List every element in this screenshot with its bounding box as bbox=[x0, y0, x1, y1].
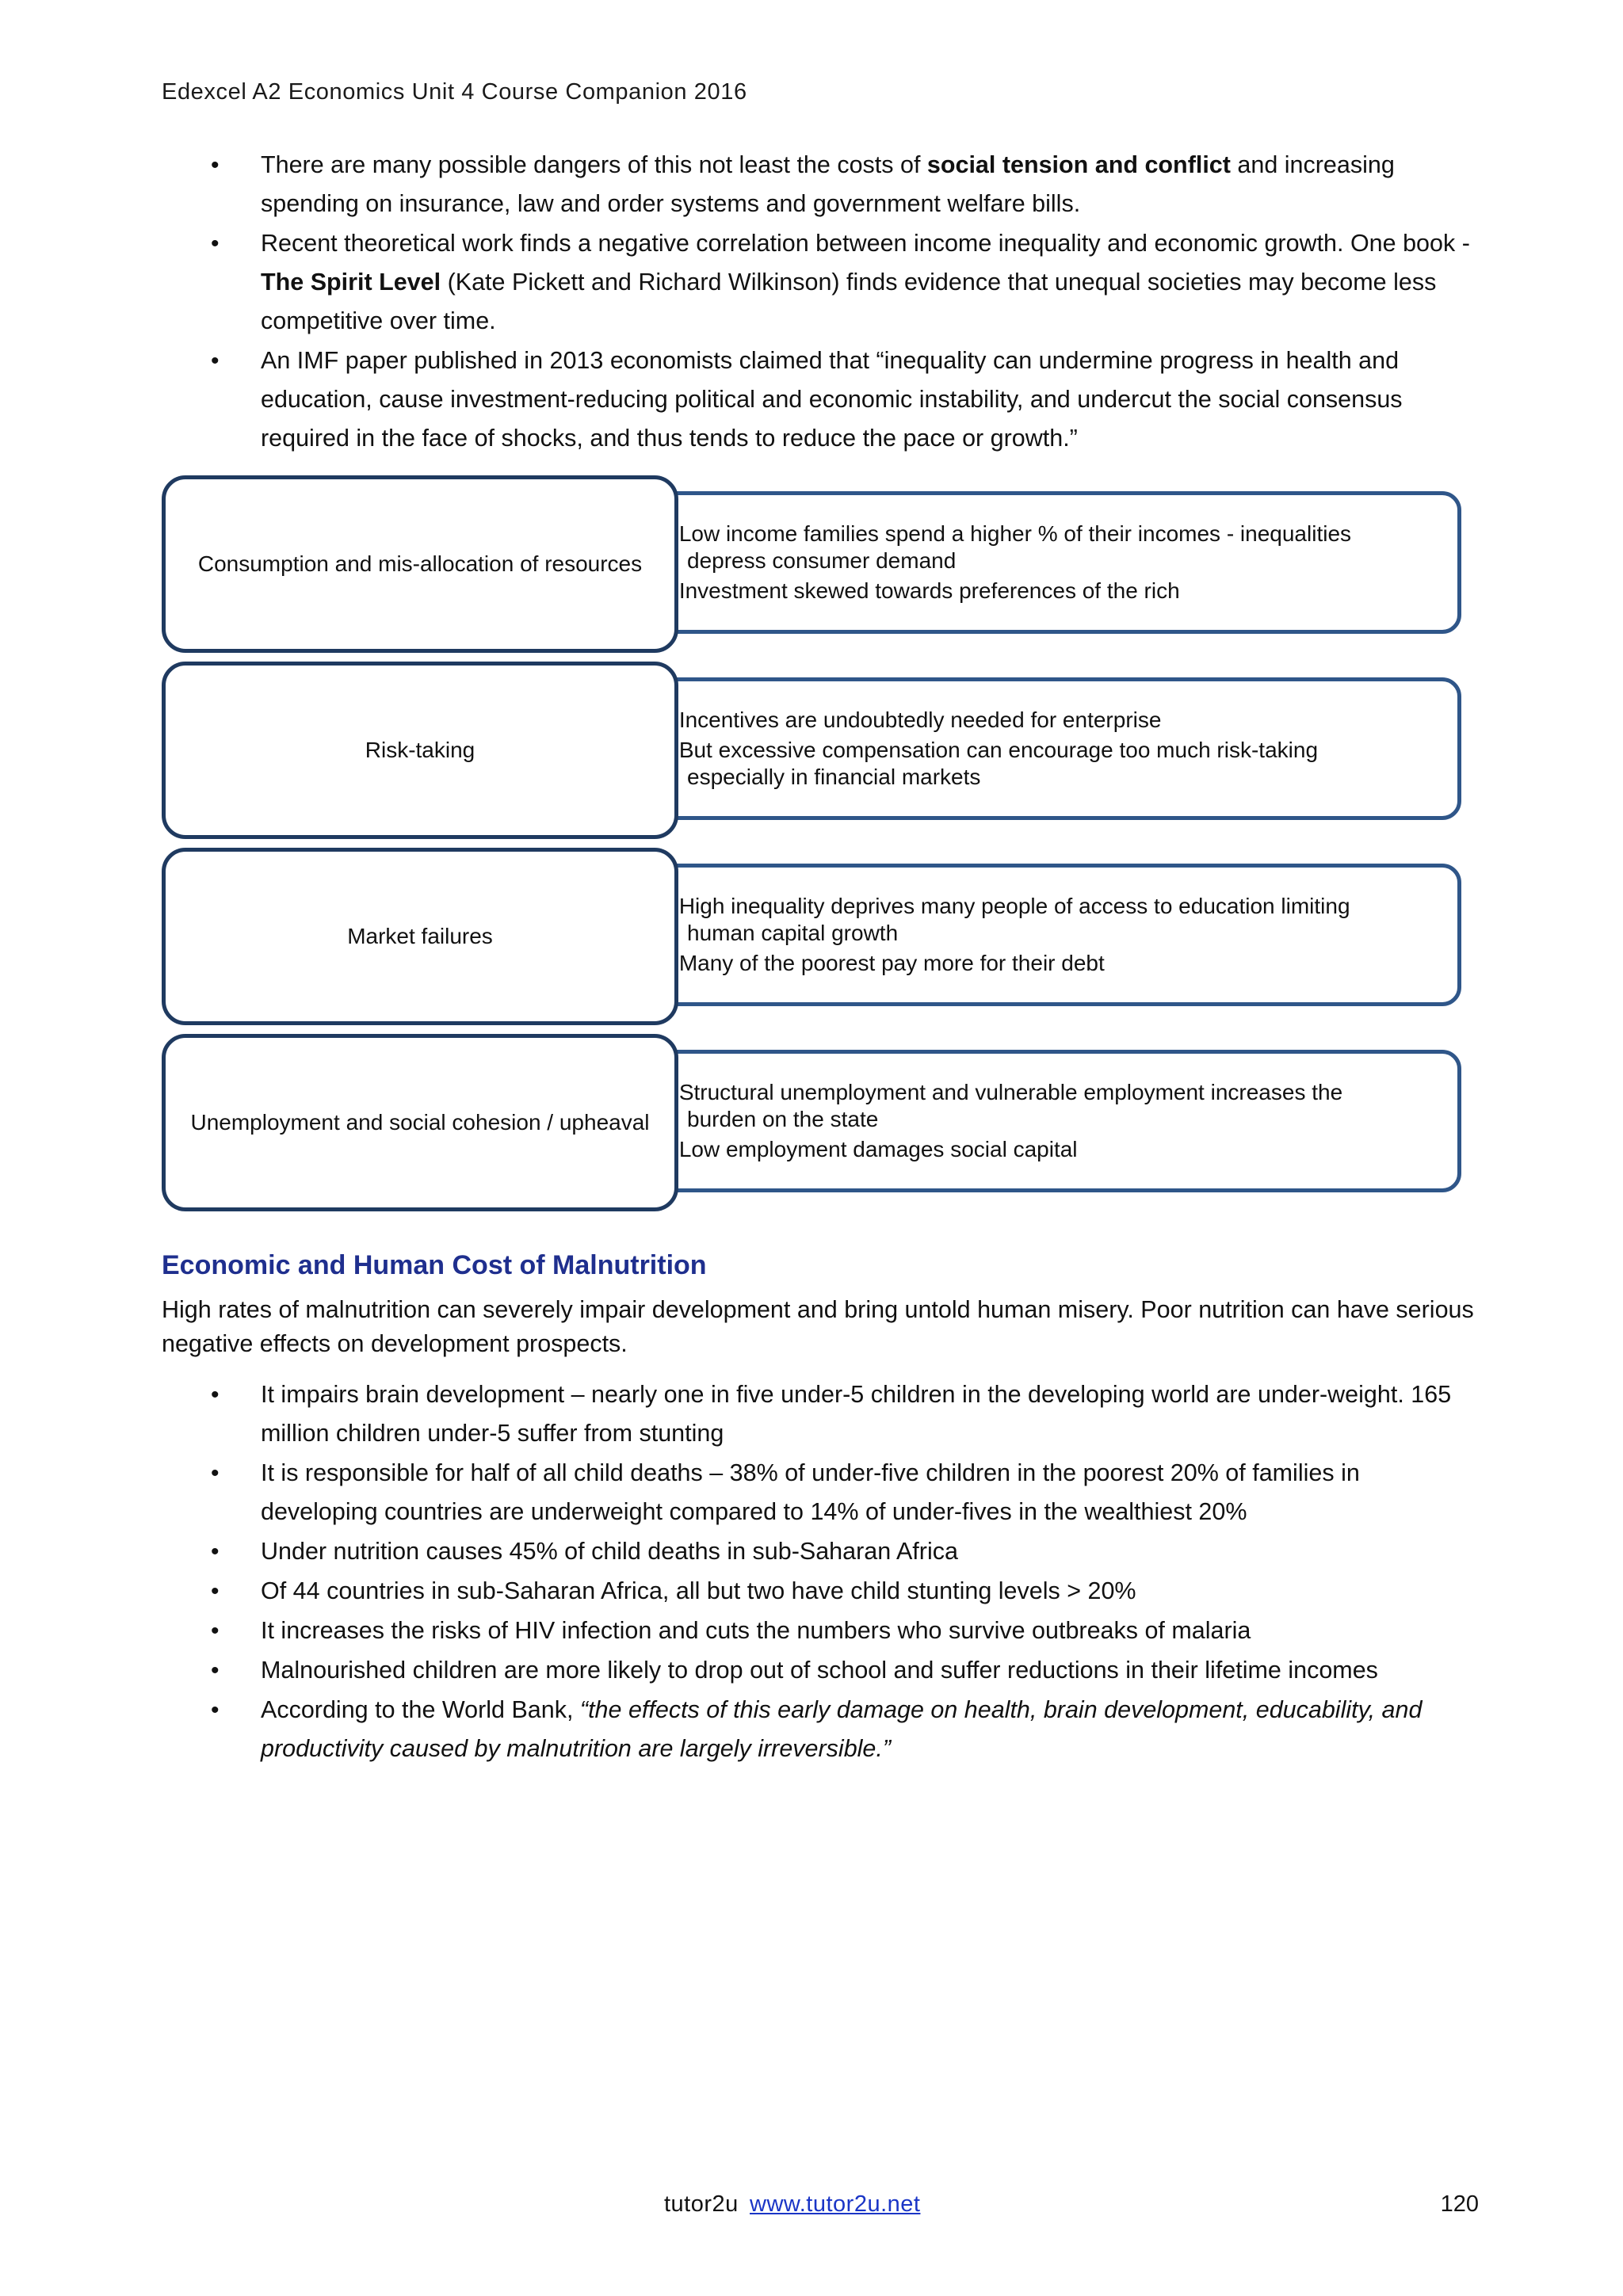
footer-link[interactable]: www.tutor2u.net bbox=[750, 2191, 921, 2217]
diagram-point: • Incentives are undoubtedly needed for enterprise bbox=[671, 707, 1410, 734]
footer-brand: tutor2u bbox=[664, 2191, 739, 2217]
diagram-row-unemployment bbox=[162, 1034, 1469, 1211]
section-heading: Economic and Human Cost of Malnutrition bbox=[162, 1250, 707, 1280]
diagram-label-box: Market failures bbox=[162, 848, 678, 1025]
diagram-point: • Investment skewed towards preferences of the rich bbox=[671, 578, 1410, 605]
diagram-point: • But excessive compensation can encourage too much risk-taking especially in financial markets bbox=[671, 737, 1410, 791]
diagram-label-box: Consumption and mis-allocation of resources bbox=[162, 475, 678, 653]
top-bullet-list bbox=[162, 146, 1477, 459]
list-item: • There are many possible dangers of this not least the costs of social tension and conflict and increasing spending on insurance, law and order systems and government welfare bills. bbox=[162, 146, 1477, 223]
diagram-row-market-failures bbox=[162, 848, 1469, 1025]
list-item: • Malnourished children are more likely to drop out of school and suffer reductions in their lifetime incomes bbox=[162, 1651, 1477, 1690]
list-item: • According to the World Bank, “the effects of this early damage on health, brain development, educability, and productivity caused by malnutrition are largely irreversible.” bbox=[162, 1691, 1477, 1768]
diagram-detail-box bbox=[620, 677, 1461, 820]
diagram-point: • Low income families spend a higher % of their incomes - inequalities depress consumer demand bbox=[671, 521, 1410, 574]
list-item: • Recent theoretical work finds a negative correlation between income inequality and economic growth. One book - The Spirit Level (Kate Pickett and Richard Wilkinson) finds evidence that unequal societies may become less competitive over time. bbox=[162, 224, 1477, 341]
list-item: • It is responsible for half of all child deaths – 38% of under-five children in the poorest 20% of families in developing countries are underweight compared to 14% of under-fives in the wealthiest 20% bbox=[162, 1454, 1477, 1531]
diagram-point: • High inequality deprives many people of access to education limiting human capital growth bbox=[671, 893, 1410, 947]
diagram-label-box: Risk-taking bbox=[162, 662, 678, 839]
intro-paragraph: High rates of malnutrition can severely impair development and bring untold human misery. Poor nutrition can have serious negative effects on development prospects. bbox=[162, 1296, 1474, 1357]
list-item: • It impairs brain development – nearly one in five under-5 children in the developing world are under-weight. 165 million children under-5 suffer from stunting bbox=[162, 1375, 1477, 1453]
world-bank-quote: “the effects of this early damage on health, brain development, educability, and productivity caused by malnutrition are largely irreversible.” bbox=[261, 1696, 1423, 1762]
list-item: • It increases the risks of HIV infection and cuts the numbers who survive outbreaks of malaria bbox=[162, 1611, 1477, 1650]
list-item: • An IMF paper published in 2013 economists claimed that “inequality can undermine progress in health and education, cause investment-reducing political and economic instability, and undercut the social consensus required in the face of shocks, and thus tends to reduce the pace or growth.” bbox=[162, 341, 1477, 458]
diagram-row-risk-taking bbox=[162, 662, 1469, 839]
diagram-row-consumption bbox=[162, 475, 1469, 653]
page-number: 120 bbox=[1440, 2191, 1479, 2217]
diagram-detail-box bbox=[620, 491, 1461, 634]
diagram-point: • Structural unemployment and vulnerable employment increases the burden on the state bbox=[671, 1079, 1410, 1133]
diagram-detail-box bbox=[620, 864, 1461, 1006]
malnutrition-bullet-list bbox=[162, 1375, 1477, 1769]
diagram-detail-box bbox=[620, 1050, 1461, 1192]
list-item: • Under nutrition causes 45% of child deaths in sub-Saharan Africa bbox=[162, 1532, 1477, 1571]
diagram-label-box: Unemployment and social cohesion / upheaval bbox=[162, 1034, 678, 1211]
diagram-point: • Low employment damages social capital bbox=[671, 1136, 1410, 1163]
running-header: Edexcel A2 Economics Unit 4 Course Companion 2016 bbox=[162, 79, 747, 105]
list-item: • Of 44 countries in sub-Saharan Africa, all but two have child stunting levels > 20% bbox=[162, 1572, 1477, 1611]
diagram-point: • Many of the poorest pay more for their debt bbox=[671, 950, 1410, 977]
